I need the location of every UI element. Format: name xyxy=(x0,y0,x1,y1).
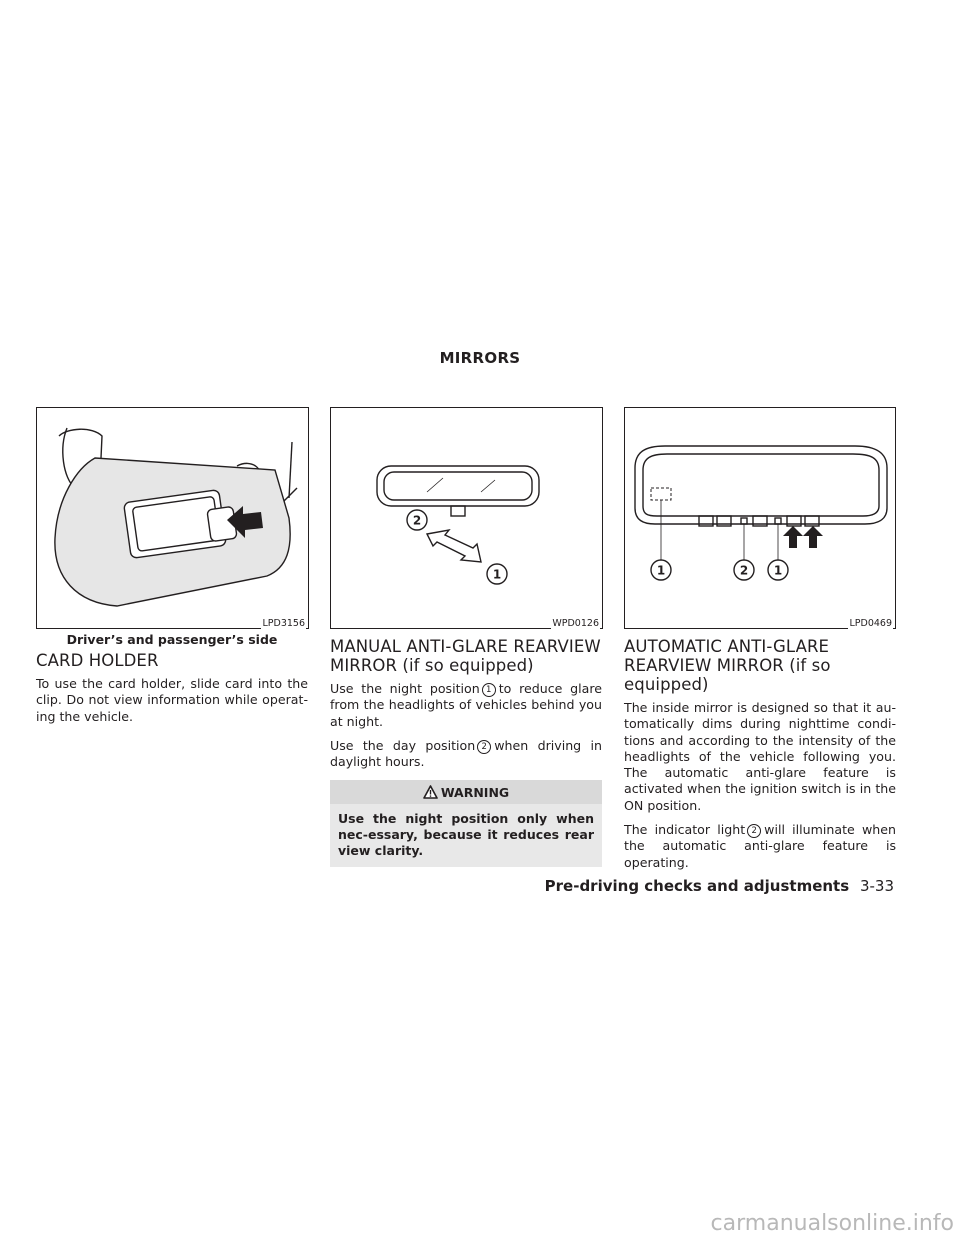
callout-label: 1 xyxy=(656,563,666,578)
callout-label: 1 xyxy=(492,567,502,582)
section-heading: CARD HOLDER xyxy=(36,651,159,670)
section-title: MIRRORS xyxy=(439,349,521,367)
text-run: Use the night position xyxy=(330,681,480,696)
sun-visor-illustration xyxy=(37,408,308,628)
up-arrow-icon xyxy=(803,526,823,548)
body-text: To use the card holder, slide card into the clip. Do not view information while operat-ing the vehicle. xyxy=(36,676,308,724)
callout-label: 2 xyxy=(739,563,749,578)
callout-label: 2 xyxy=(412,513,422,528)
figure-code: LPD0469 xyxy=(849,618,892,629)
page-number: 3-33 xyxy=(859,877,894,895)
body-text xyxy=(330,738,602,771)
figure-card-holder xyxy=(36,407,309,629)
section-heading-line1: MANUAL ANTI-GLARE REARVIEW xyxy=(330,637,601,656)
figure-code: WPD0126 xyxy=(552,618,599,629)
warning-text: Use the night position only when nec-essary, because it reduces rear view clarity. xyxy=(330,804,602,867)
warning-label: WARNING xyxy=(440,784,510,800)
text-run: Use the day position xyxy=(330,737,476,753)
up-arrow-icon xyxy=(783,526,803,548)
section-heading-line2: MIRROR (if so equipped) xyxy=(330,656,534,675)
section-heading-line2: REARVIEW MIRROR (if so equipped) xyxy=(624,656,831,694)
manual-mirror-section xyxy=(330,637,602,867)
manual-mirror-illustration xyxy=(331,408,602,628)
card-holder-section xyxy=(36,651,308,733)
watermark: carmanualsonline.info xyxy=(710,1211,954,1236)
body-text xyxy=(624,822,896,871)
callout-marker: 2 xyxy=(477,740,491,754)
body-text xyxy=(330,681,602,730)
callout-marker: 1 xyxy=(482,683,496,697)
figure-manual-mirror xyxy=(330,407,603,629)
chapter-title: Pre-driving checks and adjustments xyxy=(544,877,850,895)
text-run: when driving in daylight hours. xyxy=(330,737,602,770)
page-footer xyxy=(545,877,894,895)
auto-mirror-illustration xyxy=(625,408,895,628)
callout-marker: 2 xyxy=(747,824,761,838)
text-run: to reduce glare from the headlights of vehicles behind you at night. xyxy=(330,681,603,729)
warning-triangle-icon xyxy=(423,785,438,799)
figure-auto-mirror xyxy=(624,407,896,629)
body-text: The inside mirror is designed so that it au-tomatically dims during nighttime condi-tions and according to the intensity of the headlights of the vehicle following you. The automatic anti-glare feature is activated when the ignition switch is in the ON position. xyxy=(624,700,896,813)
figure-code: LPD3156 xyxy=(262,618,305,629)
toggle-arrow-icon xyxy=(427,530,481,562)
figure-caption: Driver’s and passenger’s side xyxy=(66,632,278,647)
section-heading-line1: AUTOMATIC ANTI-GLARE xyxy=(624,637,830,656)
warning-header xyxy=(330,780,602,804)
text-run: The indicator light xyxy=(624,822,746,838)
text-run: will illuminate when the automatic anti-glare feature is operating. xyxy=(624,822,897,870)
warning-box xyxy=(330,780,602,867)
auto-mirror-section xyxy=(624,637,896,879)
callout-label: 1 xyxy=(773,563,783,578)
